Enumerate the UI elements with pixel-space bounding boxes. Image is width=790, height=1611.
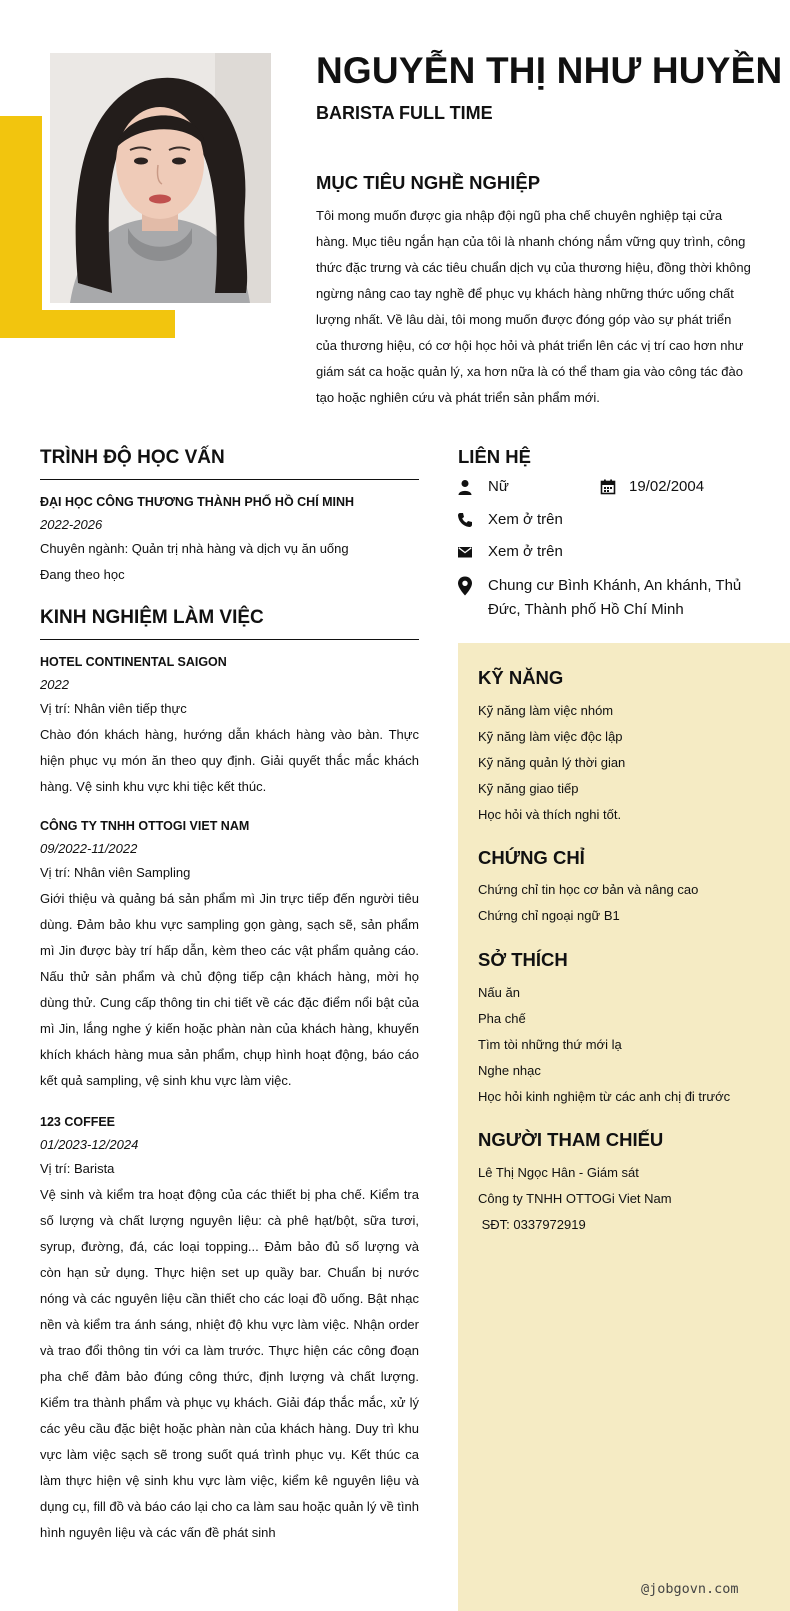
education-years: 2022-2026 — [40, 517, 103, 532]
job-position: Vị trí: Barista — [40, 1161, 115, 1176]
contact-address: Chung cư Bình Khánh, An khánh, Thủ Đức, Thành phố Hồ Chí Minh — [488, 577, 742, 618]
hobbies-list — [478, 980, 730, 1110]
hobby-item: Pha chế — [478, 1011, 526, 1026]
job-company: CÔNG TY TNHH OTTOGI VIET NAM — [40, 819, 250, 833]
objective-heading: MỤC TIÊU NGHỀ NGHIỆP — [316, 172, 541, 193]
contact-gender: Nữ — [488, 478, 509, 495]
objective-text: Tôi mong muốn được gia nhập đội ngũ pha chế chuyên nghiệp tại cửa hàng. Mục tiêu ngắn hạn của tôi là nhanh chóng nắm vững quy trình, công thức đặc trưng và các tiêu chuẩn dịch vụ của thương hiệu, đồng thời không ngừng nâng cao tay nghề để phục vụ khách hàng những thức uống chất lượng nhất. Về lâu dài, tôi mong muốn được đóng góp vào sự phát triển của thương hiệu, có cơ hội học hỏi và phát triển lên các vị trí cao hơn như giám sát ca hoặc quản lý, xa hơn nữa là có thể tham gia vào công tác đào tạo hoặc nghiên cứu và phát triển sản phẩm mới. — [316, 208, 751, 405]
skill-item: Kỹ năng giao tiếp — [478, 781, 579, 796]
skill-item: Kỹ năng làm việc độc lập — [478, 729, 623, 744]
contact-heading: LIÊN HỆ — [458, 446, 531, 467]
hobbies-heading: SỞ THÍCH — [478, 949, 568, 970]
job-description: Chào đón khách hàng, hướng dẫn khách hàng vào bàn. Thực hiện phục vụ món ăn theo quy định. Giải quyết thắc mắc khách hàng. Vệ sinh khu vực khi tiệc kết thúc. — [40, 727, 419, 794]
reference-item: Lê Thị Ngọc Hân - Giám sát — [478, 1165, 639, 1180]
mail-icon — [457, 544, 473, 560]
contact-birthdate: 19/02/2004 — [629, 478, 705, 495]
certificates-heading: CHỨNG CHỈ — [478, 847, 585, 868]
contact-phone: Xem ở trên — [488, 511, 563, 528]
certificate-item: Chứng chỉ tin học cơ bản và nâng cao — [478, 882, 699, 897]
skill-item: Kỹ năng quản lý thời gian — [478, 755, 626, 770]
reference-item: Công ty TNHH OTTOGi Viet Nam — [478, 1191, 672, 1206]
location-pin-icon — [457, 576, 473, 596]
accent-block-vertical — [0, 116, 42, 338]
references-list — [478, 1160, 672, 1238]
certificate-item: Chứng chỉ ngoại ngữ B1 — [478, 908, 620, 923]
watermark: @jobgovn.com — [641, 1581, 739, 1597]
hobby-item: Tìm tòi những thứ mới lạ — [478, 1037, 622, 1052]
hobby-item: Học hỏi kinh nghiệm từ các anh chị đi trước — [478, 1089, 731, 1104]
job-position: Vị trí: Nhân viên tiếp thực — [40, 701, 187, 716]
person-icon — [457, 479, 473, 495]
experience-divider — [40, 639, 419, 640]
education-school: ĐẠI HỌC CÔNG THƯƠNG THÀNH PHỐ HỒ CHÍ MINH — [40, 495, 355, 509]
job-date: 09/2022-11/2022 — [40, 841, 138, 856]
accent-block-horizontal — [0, 310, 175, 338]
job-company: 123 COFFEE — [40, 1115, 116, 1129]
skill-item: Học hỏi và thích nghi tốt. — [478, 807, 622, 822]
job-description: Giới thiệu và quảng bá sản phẩm mì Jin trực tiếp đến người tiêu dùng. Đảm bảo khu vực sampling gọn gàng, sạch sẽ, sản phẩm mì Jin được bày trí hấp dẫn, kèm theo các vật phẩm quảng cáo. Nấu thử sản phẩm và chủ động tiếp cận khách hàng, mời họ dùng thử. Cung cấp thông tin chi tiết về các đặc điểm nổi bật của mì Jin, lắng nghe ý kiến hoặc phàn nàn của khách hàng, khuyến khích khách hàng mua sản phẩm, chụp hình hoạt động, báo cáo kết quả sampling, vệ sinh khu vực làm việc. — [40, 891, 419, 1088]
references-heading: NGƯỜI THAM CHIẾU — [478, 1129, 664, 1150]
phone-icon — [457, 512, 473, 528]
reference-item: SĐT: 0337972919 — [478, 1217, 586, 1232]
job-position: Vị trí: Nhân viên Sampling — [40, 865, 191, 880]
hobby-item: Nấu ăn — [478, 985, 520, 1000]
job-title: BARISTA FULL TIME — [316, 103, 493, 123]
skills-list — [478, 698, 625, 828]
contact-email: Xem ở trên — [488, 543, 563, 560]
skills-heading: KỸ NĂNG — [478, 667, 564, 688]
profile-photo — [50, 53, 271, 303]
job-entry — [40, 1111, 419, 1546]
job-entry — [40, 815, 419, 1094]
education-major: Chuyên ngành: Quản trị nhà hàng và dịch vụ ăn uống — [40, 541, 349, 556]
job-description: Vệ sinh và kiểm tra hoạt động của các thiết bị pha chế. Kiểm tra số lượng và chất lượng nguyên liệu: cà phê hạt/bột, sữa tươi, syrup, đường, đá, các loại topping... Đảm bảo đủ số lượng và còn hạn sử dụng. Thực hiện set up quầy bar. Chuẩn bị nước nóng và các nguyên liệu cần thiết cho các loại đồ uống. Bật nhạc nền và kiểm tra ánh sáng, nhiệt độ khu vực làm việc. Nhận order và trao đổi thông tin với ca làm trước. Thực hiện các công đoạn pha chế đảm bảo đúng công thức, định lượng và chất lượng. Kiểm tra thành phẩm và phục vụ khách. Giải đáp thắc mắc, xử lý các yêu cầu đặc biệt hoặc phàn nàn của khách hàng. Duy trì khu vực làm việc sạch sẽ trong suốt quá trình phục vụ. Kết thúc ca làm thực hiện vệ sinh khu vực làm việc, kiểm kê nguyên liệu và dụng cụ, fill đồ và báo cáo lại cho ca làm sau hoặc quản lý về tình hình nguyên liệu và các vấn đề phát sinh — [40, 1187, 419, 1540]
hobby-item: Nghe nhạc — [478, 1063, 541, 1078]
skill-item: Kỹ năng làm việc nhóm — [478, 703, 614, 718]
candidate-name: NGUYỄN THỊ NHƯ HUYỀN — [316, 50, 783, 91]
experience-heading: KINH NGHIỆM LÀM VIỆC — [40, 607, 264, 628]
job-entry — [40, 651, 419, 800]
certificates-list — [478, 877, 698, 929]
job-company: HOTEL CONTINENTAL SAIGON — [40, 655, 227, 669]
job-date: 01/2023-12/2024 — [40, 1137, 139, 1152]
education-divider — [40, 479, 419, 480]
education-heading: TRÌNH ĐỘ HỌC VẤN — [40, 447, 225, 468]
education-status: Đang theo học — [40, 567, 125, 582]
calendar-icon — [600, 479, 616, 495]
job-date: 2022 — [40, 677, 69, 692]
